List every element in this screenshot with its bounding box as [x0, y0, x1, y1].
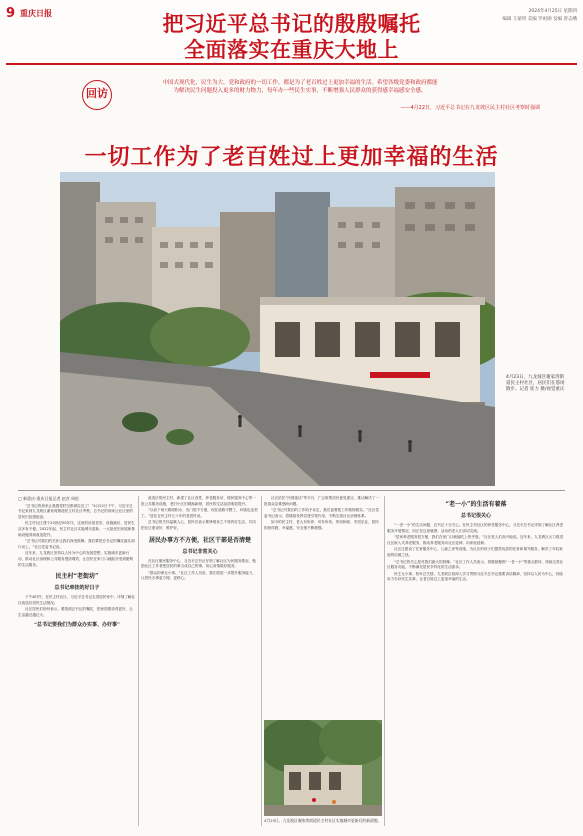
quote-line-1: 中国式现代化，民生为大。党和政府的一切工作，都是为了老百姓过上更加幸福的生活。希望各级党委和政府都能	[162, 80, 438, 86]
subheading: 居民办事方不方便，社区干部是否清楚	[148, 536, 251, 544]
paragraph: 如今的民主村，老人有所养、幼有所育，邻里和睦、安居乐业，居民的获得感、幸福感、安全感不断增强。	[264, 520, 379, 530]
subheading: 总书记牵挂的好日子	[54, 585, 100, 592]
paragraph: “居家养老服务很方便，我们在家门口就能吃上热乎饭。”社区老人们高兴地说。近年来，九龙坡区大力推进社区嵌入式养老服务，推动养老服务向社区延伸、向家庭延伸。	[387, 535, 564, 545]
community-photo-caption: 4月23日，九龙坡区谢家湾街道民主村社区实施城市更新后的新面貌。	[264, 818, 382, 823]
paragraph: 总书记的关怀温暖人心，居民们表示要珍惜来之不易的好生活，共同把社区建设好、维护好。	[141, 520, 256, 530]
divider	[18, 490, 565, 491]
paragraph: “群众的事无小事。”社区工作人员说，我们将进一步提升服务能力，让居民办事更方便、更舒心。	[141, 570, 256, 581]
masthead	[0, 0, 583, 62]
paragraph: “总书记对我们的工作给予肯定，我们更要把工作做细做实。”社区党委书记表示，将继续发挥党建引领作用，不断完善社区治理体系。	[264, 508, 379, 518]
community-photo	[264, 720, 382, 816]
paragraph: 改造后的民主村，新建了社区食堂、养老服务站、便民服务中心等一批公共服务设施，老旧小区旧貌换新颜，居民的生活品质明显提升。	[141, 496, 256, 506]
street-photo	[60, 172, 495, 486]
quote-line-2: 为解决民生问题投入更多的财力物力，每年办一些民生实事，不断增强人民群众的获得感幸福感安全感。	[173, 88, 427, 94]
dateline: 2024年4月25日 星期四	[528, 9, 577, 14]
subheading: “老一小”的生活有着落	[445, 501, 507, 508]
paragraph: “总书记的关心是对我们最大的鼓舞。”社区工作人员表示，将继续聚焦“一老一小”等重点群体，持续完善社区服务功能，不断满足居民多样化的生活需求。	[387, 559, 564, 570]
street-photo-image	[60, 172, 495, 486]
column-rule	[384, 496, 385, 826]
paper-name: 重庆日报	[20, 8, 52, 18]
subheading: 总书记非常关心	[182, 548, 218, 555]
page-number: 9	[6, 6, 16, 21]
paragraph: 社区还建设了托育服务中心、儿童之家等设施，为社区的孩子们提供优质的托育和课外服务，解决了年轻家庭的后顾之忧。	[387, 547, 563, 557]
article-column-3	[264, 496, 382, 533]
subheading: 民主村“老街坊”	[55, 573, 99, 581]
paragraph: “总书记对我们的关怀让我们深受鼓舞，我们要把总书记的嘱托落实到行动上。”社区党委书记说。	[18, 539, 135, 549]
paragraph: 近年来，九龙坡区坚持以人民为中心的发展思想，实施城市更新行动，推动社区治理和公共服务提质增效，让居民在家门口就能享受到便利的生活服务。	[18, 551, 133, 567]
photo-caption: 4月23日，九龙坡区谢家湾街道民主村社区，居民们在悠闲散步。记者 崔力 摄/视觉重庆	[506, 375, 565, 392]
paragraph: 下午4时许，在民主村社区，习近平总书记走进居民家中，详细了解社区改造后居民生活情况。	[18, 595, 136, 605]
main-title: 一切工作为了老百姓过上更加幸福的生活	[84, 144, 499, 170]
headline-line-1: 把习近平总书记的殷殷嘱托	[162, 11, 421, 36]
divider	[6, 63, 577, 65]
byline: □ 新重庆-重庆日报记者 赵彦 周松	[18, 496, 80, 501]
subheading: 总书记很关心	[460, 513, 491, 519]
article-column-1	[18, 496, 136, 632]
article-column-4	[387, 496, 565, 584]
subheading: “总书记要我们为群众办实事、办好事”	[34, 621, 120, 628]
paragraph: “以前下雨天路面积水，出门很不方便，现在道路平整了，环境也变美了。”居住在民主村几十年的老居民说。	[141, 508, 258, 518]
paragraph: 民主村社区建于20世纪50年代，这里的房屋老旧、设施落后，居民生活多有不便。2022年起，民主村社区实施城市更新，一大批老旧房屋和基础设施得到改造提升。	[18, 521, 135, 537]
editors-line: 编辑 王蒙玥 美编 罗祖勋 发编 曾志峨	[502, 17, 577, 22]
paragraph: “总书记的到来让我感觉时空都被拉近了！”4月22日下午，习近平总书记来到九龙坡区谢家湾街道民主村社区考察，总书记的到来让社区里的居民们倍感振奋。	[18, 503, 133, 519]
community-photo-image	[264, 720, 382, 816]
paragraph: 民生无小事，枝叶总关情。九龙坡区将深入学习贯彻习近平总书记重要讲话精神，坚持以人民为中心，持续用力办好民生实事，让老百姓过上更加幸福的生活。	[387, 571, 563, 582]
recall-badge: 回访	[82, 80, 112, 110]
paragraph: “一老一小”的生活问题，总书记十分关心。在民主村社区的养老服务中心，习近平总书记详细了解社区养老服务开展情况，同正在这里就餐、活动的老人们亲切交流。	[387, 523, 564, 533]
headline-line-2: 全面落实在重庆大地上	[184, 37, 399, 62]
article-column-2	[141, 496, 259, 583]
column-rule	[138, 496, 139, 826]
column-rule	[261, 496, 262, 826]
quote-source: ——4月22日，习近平总书记在九龙坡区民主村社区考察时强调	[400, 105, 540, 111]
paragraph: 社区居民们纷纷表示，要按照总书记的嘱托，把家园建设得更好，让生活越过越红火。	[18, 607, 133, 617]
paragraph: 社区依托“民情夜话”等平台，广泛收集居民意见建议，推动解决了一批群众急难愁盼问题。	[264, 496, 379, 506]
paragraph: 在社区便民服务中心，习近平总书记仔细了解社区为民服务情况，勉励社区工作者把居民的事当成自己的事，用心用情做好服务。	[141, 558, 256, 569]
